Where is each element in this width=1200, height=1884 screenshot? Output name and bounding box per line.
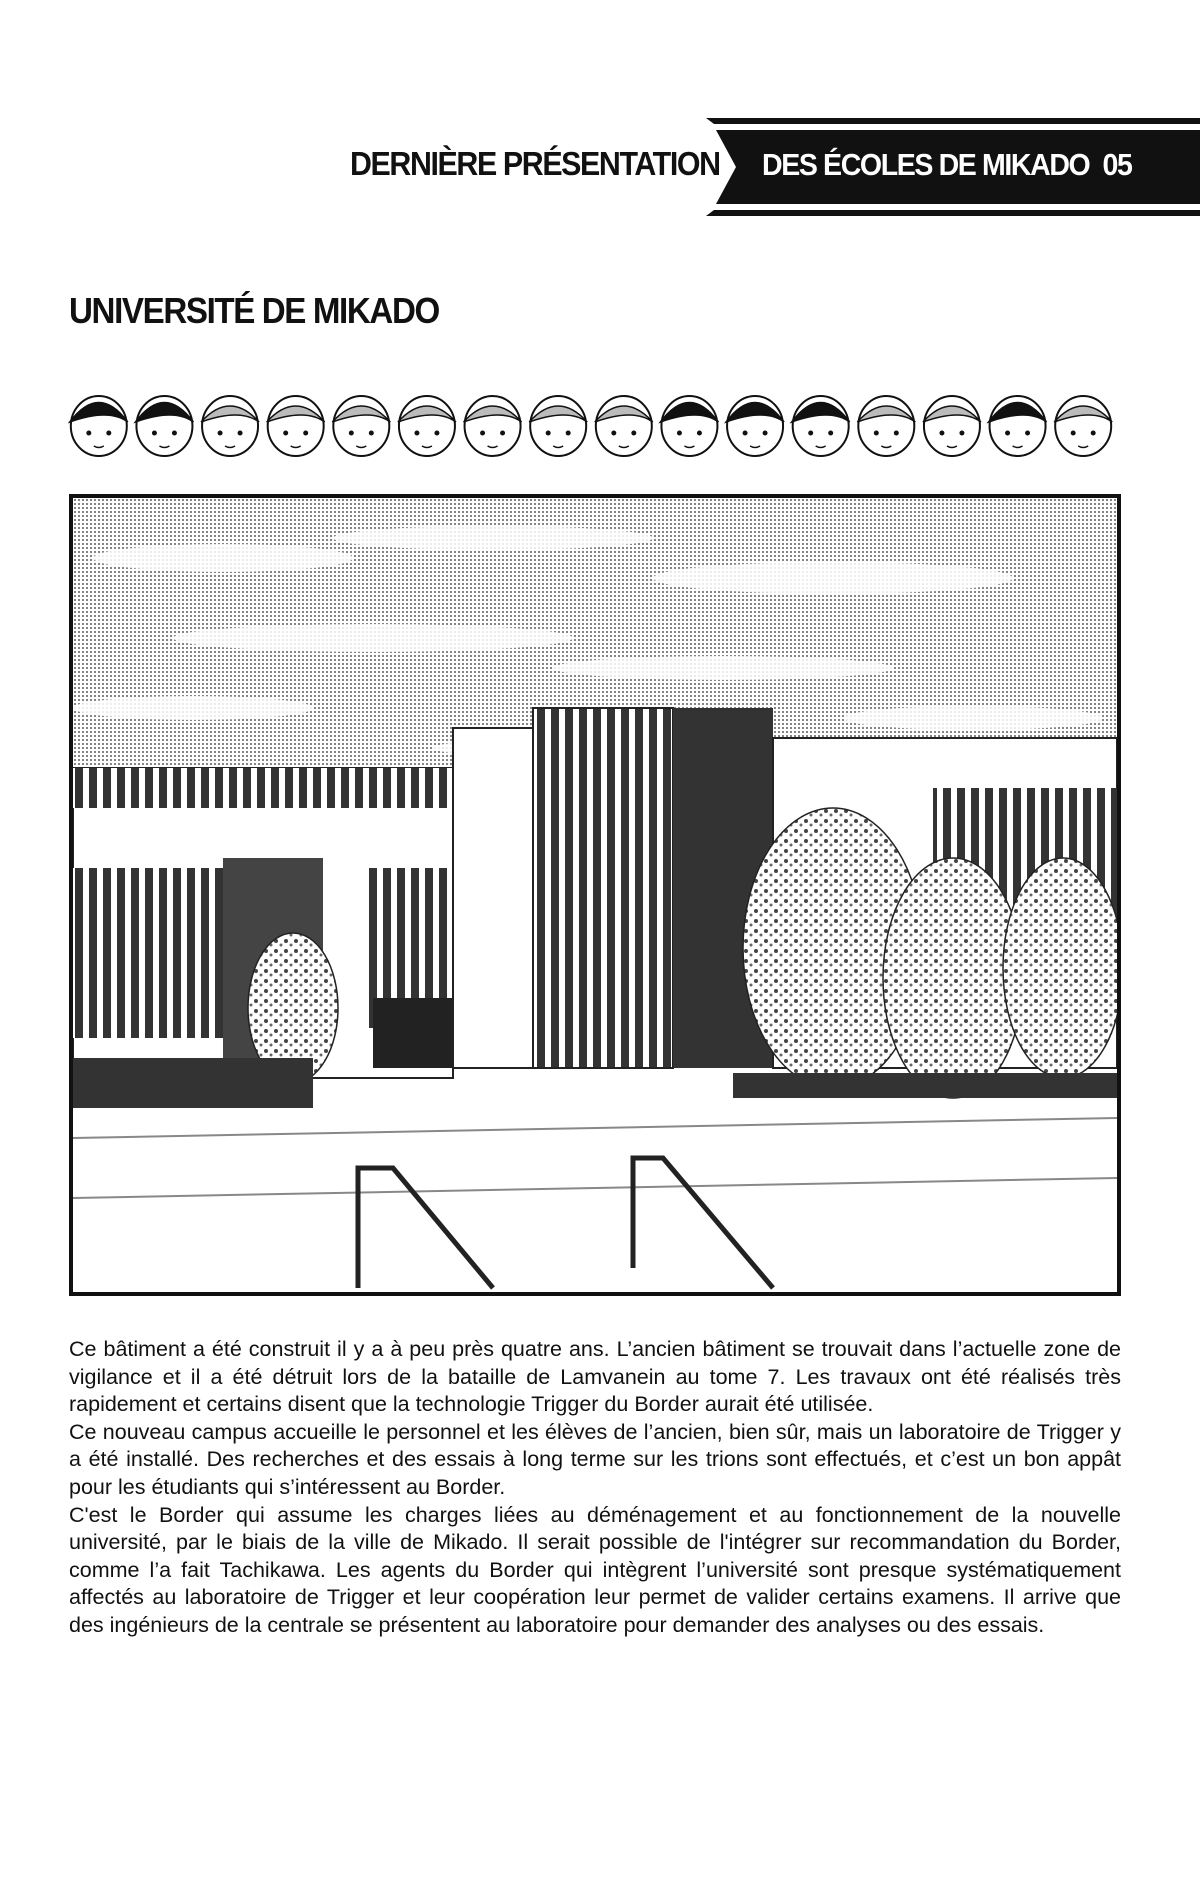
paragraph: Ce bâtiment a été construit il y a à peu près quatre ans. L’ancien bâtiment se trouvait dans l’actuelle zone de vigilance et il a été détruit lors de la bataille de Lamvanein au tome 7. Les travaux ont été réalisés très rapidement et certains disent que la technologie Trigger du Border aurait été utilisée. — [69, 1337, 1121, 1417]
character-face-icon — [529, 396, 587, 456]
character-face-icon — [660, 396, 718, 456]
character-face-icon — [201, 396, 259, 456]
character-face-icon — [332, 396, 390, 456]
paragraph: C'est le Border qui assume les charges liées au déménagement et au fonctionnement de la nouvelle université, par le biais de la ville de Mikado. Il serait possible de l'intégrer sur recommandation du Border, comme l’a fait Tachikawa. Les agents du Border qui intègrent l’université sont presque systématiquement affectés au laboratoire de Trigger et leur coopération leur permet de valider certains examens. Il arrive que des ingénieurs de la centrale se présentent au laboratoire pour demander des analyses ou des essais. — [69, 1502, 1121, 1637]
header-band-title — [762, 147, 1131, 183]
character-face-icon — [792, 396, 850, 456]
character-face-icon — [726, 396, 784, 456]
character-face-icon — [267, 396, 325, 456]
article-body — [69, 1336, 1121, 1640]
character-face-icon — [923, 396, 981, 456]
section-title: UNIVERSITÉ DE MIKADO — [69, 290, 439, 331]
band-title: DES ÉCOLES DE MIKADO — [762, 147, 1090, 182]
character-face-icon — [989, 396, 1047, 456]
character-face-icon — [857, 396, 915, 456]
chapter-number: 05 — [1102, 147, 1132, 182]
paragraph: Ce nouveau campus accueille le personnel et les élèves de l’ancien, bien sûr, mais un laboratoire de Trigger y a été installé. Des recherches et des essais à long terme sur les trions sont effectués, et c’est un bon appât pour les étudiants qui s’intéressent au Border. — [69, 1419, 1121, 1499]
character-face-icon — [70, 396, 128, 456]
university-illustration — [69, 494, 1121, 1296]
character-faces-row — [66, 378, 1116, 474]
character-face-icon — [135, 396, 193, 456]
character-face-icon — [1054, 396, 1112, 456]
character-face-icon — [398, 396, 456, 456]
character-face-icon — [595, 396, 653, 456]
header-title: DERNIÈRE PRÉSENTATION — [350, 145, 720, 182]
character-face-icon — [464, 396, 522, 456]
